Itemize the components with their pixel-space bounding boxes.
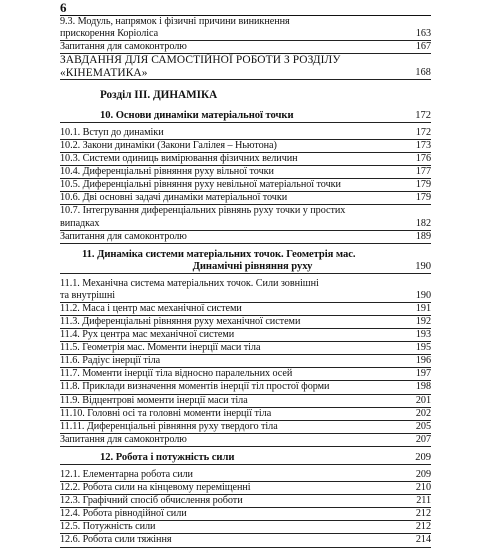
toc-entry-page: 179 <box>415 179 431 191</box>
toc-entry[interactable] <box>60 495 431 508</box>
toc-assignments-line1[interactable] <box>60 54 431 66</box>
toc-entry-page: 173 <box>415 139 431 151</box>
toc-entry-text: 10.7. Інтегрування диференціальних рівнянь руху точки у простих <box>60 205 346 217</box>
section-title: Динамічні рівняння руху <box>192 260 313 272</box>
toc-entry-page: 191 <box>415 302 431 314</box>
toc-entry-text: Запитання для самоконтролю <box>60 230 187 242</box>
toc-entry-text: 10.5. Диференціальні рівняння руху невільної матеріальної точки <box>60 179 341 191</box>
toc-entry-text: 12.5. Потужність сили <box>60 521 156 533</box>
toc-entry[interactable] <box>60 395 431 408</box>
toc-entry[interactable] <box>60 166 431 179</box>
toc-entry-page: 179 <box>415 192 431 204</box>
toc-entry[interactable] <box>60 355 431 368</box>
section-heading-continued[interactable] <box>60 261 431 274</box>
toc-entry-text: 12.4. Робота рівнодійної сили <box>60 508 187 520</box>
chapter-heading: Розділ ІІІ. ДИНАМІКА <box>100 88 218 101</box>
toc-entry[interactable] <box>60 469 431 482</box>
toc-entry[interactable] <box>60 278 431 290</box>
toc-entry[interactable] <box>60 408 431 421</box>
section-page: 190 <box>415 260 431 272</box>
toc-entry-text: 11.4. Рух центра мас механічної системи <box>60 329 235 341</box>
toc-entry[interactable] <box>60 342 431 355</box>
toc-entry[interactable] <box>60 28 431 41</box>
section-heading[interactable] <box>60 249 431 261</box>
toc-entry-text: та внутрішні <box>60 289 116 301</box>
toc-entry[interactable] <box>60 508 431 521</box>
table-of-contents <box>60 16 431 548</box>
toc-entry-text: прискорення Коріоліса <box>60 28 159 40</box>
toc-entry-text: 11.8. Приклади визначення моментів інерції тіл простої форми <box>60 381 330 393</box>
toc-entry[interactable] <box>60 192 431 205</box>
toc-entry-page: 211 <box>416 495 431 507</box>
toc-entry[interactable] <box>60 41 431 54</box>
toc-entry-page: 182 <box>415 217 431 229</box>
toc-entry[interactable] <box>60 521 431 534</box>
toc-entry-page: 177 <box>415 166 431 178</box>
section-heading[interactable] <box>60 110 431 123</box>
toc-entry-page: 192 <box>415 316 431 327</box>
toc-entry-page: 210 <box>415 482 431 494</box>
section-title: 10. Основи динаміки матеріальної точки <box>100 109 294 121</box>
toc-entry-text: 9.3. Модуль, напрямок і фізичні причини виникнення <box>60 16 290 27</box>
toc-entry-page: 205 <box>415 420 431 432</box>
toc-entry-text: випадках <box>60 217 100 229</box>
toc-entry-text: 12.1. Елементарна робота сили <box>60 468 193 480</box>
toc-entry-page: 197 <box>415 368 431 380</box>
assignments-title: ЗАВДАННЯ ДЛЯ САМОСТІЙНОЇ РОБОТИ З РОЗДІЛУ <box>60 54 341 67</box>
toc-entry-page: 196 <box>415 355 431 367</box>
toc-entry-page: 193 <box>415 329 431 341</box>
toc-entry-text: 12.3. Графічний спосіб обчислення роботи <box>60 495 243 507</box>
toc-assignments-line2[interactable] <box>60 67 431 80</box>
toc-entry-text: 11.2. Маса і центр мас механічної системи <box>60 302 242 314</box>
toc-entry-page: 195 <box>415 342 431 354</box>
toc-entry[interactable] <box>60 421 431 434</box>
toc-entry[interactable] <box>60 316 431 329</box>
page-number: 6 <box>60 0 67 15</box>
toc-entry[interactable] <box>60 153 431 166</box>
toc-entry-text: 11.10. Головні осі та головні моменти інерції тіла <box>60 407 272 419</box>
toc-entry[interactable] <box>60 482 431 495</box>
toc-entry-continued[interactable] <box>60 290 431 303</box>
toc-entry-text: 10.2. Закони динаміки (Закони Галілея – Ньютона) <box>60 139 277 151</box>
toc-entry-page: 212 <box>415 521 431 533</box>
toc-entry[interactable] <box>60 179 431 192</box>
toc-entry-page: 201 <box>415 394 431 406</box>
toc-entry[interactable] <box>60 16 431 28</box>
assignments-subtitle: «КІНЕМАТИКА» <box>60 66 148 79</box>
toc-entry[interactable] <box>60 127 431 140</box>
section-title: 11. Динаміка системи матеріальних точок. Геометрія мас. <box>82 248 356 260</box>
toc-entry-text: 10.3. Системи одиниць вимірювання фізичних величин <box>60 153 298 165</box>
toc-entry[interactable] <box>60 381 431 394</box>
toc-entry-text: 11.11. Диференціальні рівняння руху твердого тіла <box>60 420 278 432</box>
toc-entry-text: 11.6. Радіус інерції тіла <box>60 355 161 367</box>
toc-entry-page: 214 <box>415 534 431 546</box>
toc-entry-continued[interactable] <box>60 218 431 231</box>
toc-entry-page: 189 <box>415 230 431 242</box>
toc-entry[interactable] <box>60 303 431 316</box>
toc-entry-page: 198 <box>415 381 431 393</box>
toc-entry-page: 167 <box>415 41 431 53</box>
toc-entry-text: 11.1. Механічна система матеріальних точок. Сили зовнішні <box>60 277 319 289</box>
toc-entry-page: 190 <box>415 289 431 301</box>
toc-entry[interactable] <box>60 205 431 217</box>
section-page: 209 <box>415 451 431 463</box>
toc-entry-text: 11.7. Моменти інерції тіла відносно паралельних осей <box>60 368 293 380</box>
toc-entry[interactable] <box>60 140 431 153</box>
toc-entry-text: 12.6. Робота сили тяжіння <box>60 534 172 546</box>
toc-entry[interactable] <box>60 231 431 244</box>
toc-entry[interactable] <box>60 329 431 342</box>
toc-entry-page: 163 <box>415 28 431 40</box>
toc-entry-text: 11.5. Геометрія мас. Моменти інерції маси тіла <box>60 342 261 354</box>
toc-entry-page: 209 <box>415 468 431 480</box>
section-page: 172 <box>415 109 431 121</box>
toc-entry-text: 10.4. Диференціальні рівняння руху вільної точки <box>60 166 274 178</box>
toc-entry-text: 11.3. Диференціальні рівняння руху механічної системи <box>60 316 301 327</box>
toc-entry-text: 10.1. Вступ до динаміки <box>60 126 164 138</box>
toc-entry-text: 12.2. Робота сили на кінцевому переміщенні <box>60 482 251 494</box>
toc-entry-page: 202 <box>415 407 431 419</box>
toc-entry-text: Запитання для самоконтролю <box>60 41 187 53</box>
toc-entry-page: 176 <box>415 153 431 165</box>
toc-entry-page: 207 <box>415 433 431 445</box>
toc-entry-text: 11.9. Відцентрові моменти інерції маси тіла <box>60 394 248 406</box>
toc-entry-page: 172 <box>415 126 431 138</box>
toc-entry-page: 212 <box>415 508 431 520</box>
toc-entry[interactable] <box>60 368 431 381</box>
section-title: 12. Робота і потужність сили <box>100 451 235 463</box>
toc-entry-text: 10.6. Дві основні задачі динаміки матеріальної точки <box>60 192 288 204</box>
assignments-page: 168 <box>415 66 431 78</box>
toc-entry-text: Запитання для самоконтролю <box>60 433 187 445</box>
toc-entry[interactable] <box>60 434 431 447</box>
section-heading[interactable] <box>60 452 431 465</box>
toc-entry[interactable] <box>60 534 431 547</box>
